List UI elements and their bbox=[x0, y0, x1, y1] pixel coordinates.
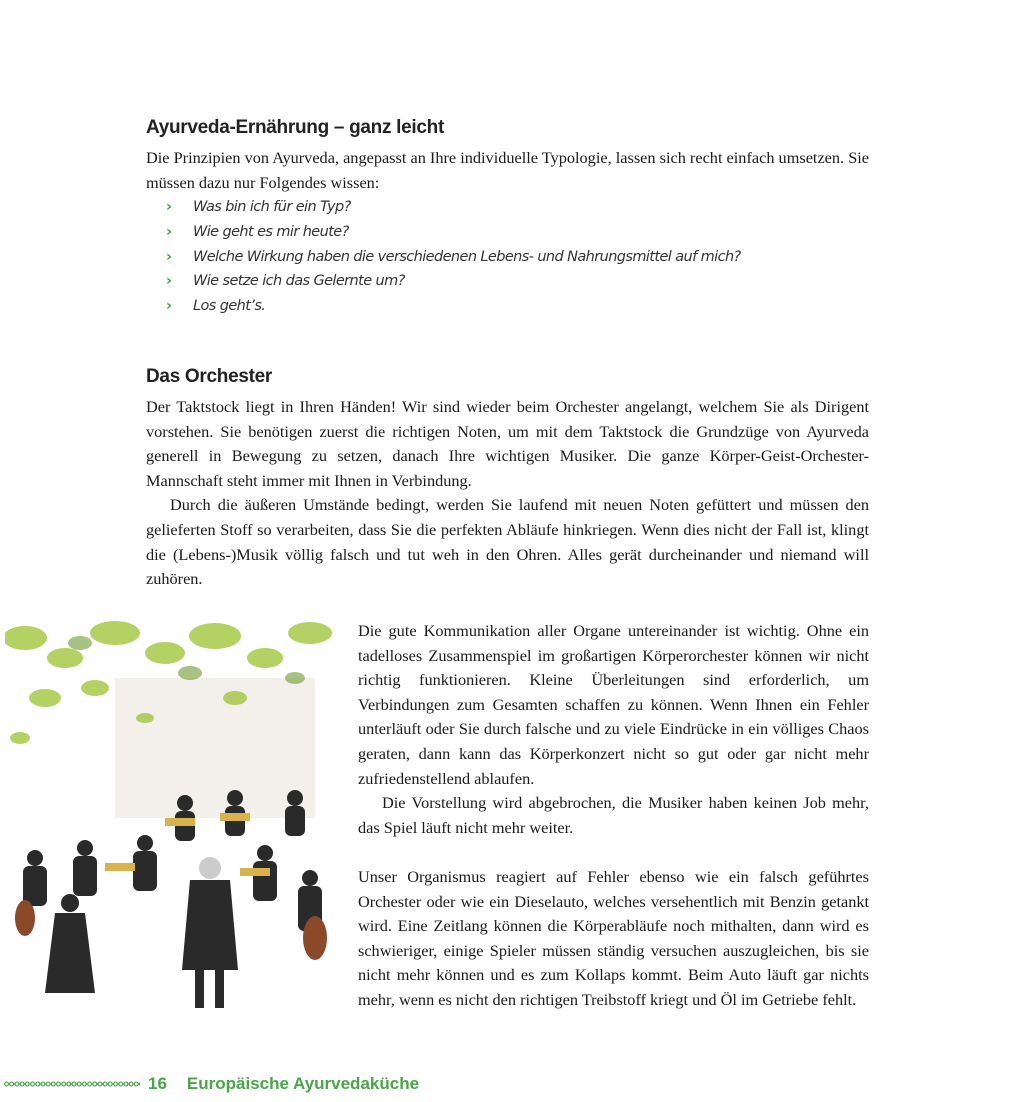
list-item: › Welche Wirkung haben die verschiedenen Lebens- und Nahrungsmittel auf mich? bbox=[166, 245, 741, 270]
chevron-right-icon: › bbox=[166, 199, 172, 215]
list-item: › Wie geht es mir heute? bbox=[166, 220, 741, 245]
paragraph: Durch die äußeren Umstände bedingt, werden Sie laufend mit neuen Noten gefüttert und müssen den gelieferten Stoff so verarbeiten, dass Sie die perfekten Abläufe hinkriegen. Wenn dies nicht der Fall ist, klingt die (Lebens-)Musik völlig falsch und tut weh in den Ohren. Alles gerät durcheinander und niemand will zuhören. bbox=[146, 495, 869, 589]
page-footer bbox=[4, 1074, 419, 1094]
book-title: Europäische Ayurvedaküche bbox=[186, 1074, 420, 1093]
page-number: 16 bbox=[148, 1074, 167, 1093]
chevron-right-icon: › bbox=[166, 223, 172, 240]
paragraph: Unser Organismus reagiert auf Fehler ebenso wie ein falsch geführtes Orchester oder wie ein Dieselauto, welches versehentlich mit Benzin getankt wird. Eine Zeitlang können die Körperabläufe noch mithalten, dann wird es schwieriger, einige Spieler müssen ständig versuchen auszugleichen, bis sie nicht mehr können und es zum Kollaps kommt. Beim Auto läuft gar nichts mehr, wenn es nicht den richtigen Treibstoff kriegt und Öl im Getriebe fehlt. bbox=[358, 866, 869, 1009]
list-item: › Wie setze ich das Gelernte um? bbox=[166, 269, 741, 294]
intro-paragraph: Die Prinzipien von Ayurveda, angepasst an Ihre individuelle Typologie, lassen sich recht einfach umsetzen. Sie müssen dazu nur Folgendes wissen: bbox=[146, 148, 869, 192]
list-item: › Los geht’s. bbox=[166, 294, 741, 319]
paragraph: Die gute Kommunikation aller Organe untereinander ist wichtig. Ohne ein tadelloses Zusammenspiel im großartigen Körperorchester können wir nicht richtig funktionieren. Kleine Überleitungen sind erforderlich, um Verbindungen zum Gesamten schaffen zu können. Wenn Ihnen ein Fehler unterläuft oder Sie durch falsche und zu viele Eindrücke in ein völliges Chaos geraten, dann kann das Körperkonzert nicht so gut oder gar nicht mehr zufriedenstellend ablaufen. bbox=[358, 621, 869, 788]
paragraph: Die Vorstellung wird abgebrochen, die Musiker haben keinen Job mehr, das Spiel läuft nicht mehr weiter. bbox=[358, 793, 869, 837]
chevron-right-icon: › bbox=[166, 248, 172, 265]
chevron-right-icon: › bbox=[166, 273, 172, 290]
question-list bbox=[166, 195, 741, 319]
heading-ayurveda-ernaehrung: Ayurveda-Ernährung – ganz leicht bbox=[146, 117, 444, 138]
list-item: › Was bin ich für ein Typ? bbox=[166, 195, 741, 220]
paragraph: Der Taktstock liegt in Ihren Händen! Wir sind wieder beim Orchester angelangt, welchem Sie als Dirigent vorstehen. Sie benötigen zuerst die richtigen Noten, um mit dem Taktstock die Grundzüge von Ayurveda generell in Bewegung zu setzen, danach Ihre wichtigen Musiker. Die ganze Körper-Geist-Orchester-Mannschaft steht immer mit Ihnen in Verbindung. bbox=[146, 397, 869, 490]
orchestra-illustration bbox=[5, 618, 337, 1028]
chevron-right-icon: › bbox=[166, 298, 172, 315]
heading-das-orchester: Das Orchester bbox=[146, 366, 273, 387]
decorative-chain-line bbox=[4, 1081, 140, 1087]
